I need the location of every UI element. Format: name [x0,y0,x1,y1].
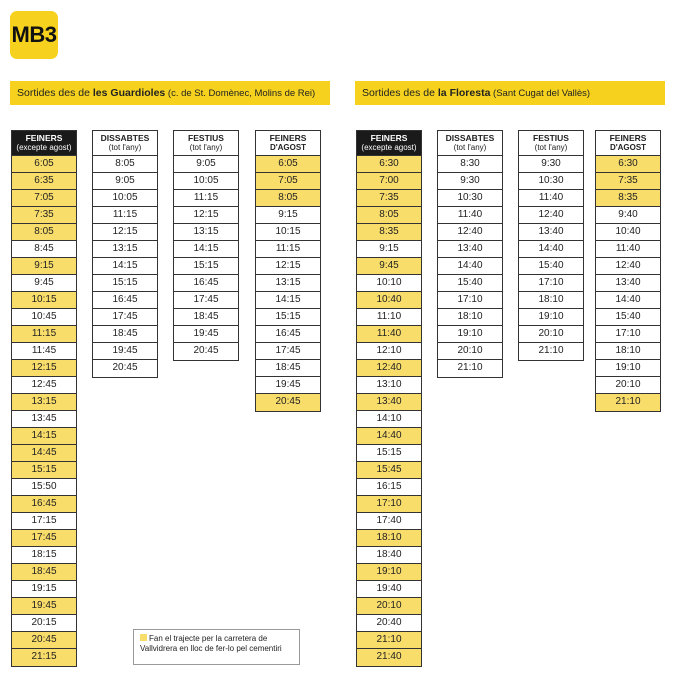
departure-time: 14:10 [357,411,421,428]
departure-time: 21:15 [12,649,76,666]
legend [133,629,300,665]
departure-time: 19:45 [256,377,320,394]
column-title: FEINERS [609,133,647,143]
departure-time: 9:30 [519,156,583,173]
departure-time: 8:35 [357,224,421,241]
departure-time: 12:15 [174,207,238,224]
departure-time: 13:40 [519,224,583,241]
departure-time: 18:45 [174,309,238,326]
legend-text-line1: Fan el trajecte per la carretera de [149,634,268,643]
departure-time: 17:45 [256,343,320,360]
column-subtitle: (tot l'any) [453,143,487,152]
departure-time: 17:45 [93,309,157,326]
departure-time: 13:40 [438,241,502,258]
departure-time: 6:05 [12,156,76,173]
departure-time: 15:50 [12,479,76,496]
departure-time: 20:45 [256,394,320,411]
departure-time: 18:10 [357,530,421,547]
section-header-prefix: Sortides des de [362,87,438,99]
departure-time: 21:10 [357,632,421,649]
column-header [519,131,583,156]
departure-time: 20:45 [193,345,219,356]
departure-time: 10:10 [357,275,421,292]
schedule-column-guardioles-festius [173,130,239,361]
departure-time: 14:40 [519,241,583,258]
column-title: DISSABTES [445,133,495,143]
departure-time: 21:10 [457,362,483,373]
departure-time: 10:40 [596,224,660,241]
departure-time: 9:15 [357,241,421,258]
departure-time: 13:45 [12,411,76,428]
departure-time: 6:35 [12,173,76,190]
departure-time: 13:15 [12,394,76,411]
schedule-column-guardioles-dissabtes [92,130,158,378]
departure-time: 19:45 [12,598,76,615]
departure-time: 14:40 [357,428,421,445]
departure-time: 17:10 [438,292,502,309]
departure-time: 11:40 [357,326,421,343]
departure-time: 20:15 [12,615,76,632]
departure-time: 12:10 [357,343,421,360]
departure-time: 18:45 [12,564,76,581]
column-title: FESTIUS [533,133,569,143]
departure-time: 14:15 [256,292,320,309]
departure-time: 12:40 [519,207,583,224]
departure-time: 7:35 [357,190,421,207]
departure-time: 7:35 [596,173,660,190]
departure-time: 9:45 [12,275,76,292]
departure-time: 16:45 [174,275,238,292]
departure-time: 9:40 [596,207,660,224]
departure-time: 13:10 [357,377,421,394]
departure-time: 20:45 [112,362,138,373]
departure-time: 13:40 [596,275,660,292]
column-title: FESTIUS [188,133,224,143]
schedule-column-floresta-festius [518,130,584,361]
departure-time: 9:05 [93,173,157,190]
departure-time: 17:10 [519,275,583,292]
departure-time: 17:10 [357,496,421,513]
legend-text-line2: Vallvidrera en lloc de fer-lo pel cementiri [140,644,282,653]
column-header [438,131,502,156]
departure-time: 12:15 [256,258,320,275]
departure-time: 15:15 [93,275,157,292]
departure-time: 21:40 [357,649,421,666]
departure-time: 20:10 [357,598,421,615]
section-header-detail: (Sant Cugat del Vallès) [490,88,591,99]
departure-time: 18:10 [596,343,660,360]
column-header [93,131,157,156]
legend-swatch [140,634,147,641]
column-header [174,131,238,156]
departure-time: 15:15 [357,445,421,462]
departure-time: 10:05 [174,173,238,190]
column-subtitle: D'AGOST [609,143,647,152]
departure-time: 10:30 [438,190,502,207]
schedule-column-floresta-dissabtes [437,130,503,378]
departure-time: 18:40 [357,547,421,564]
column-subtitle: D'AGOST [269,143,307,152]
departure-time: 6:30 [357,156,421,173]
column-subtitle: (excepte agost) [361,143,417,152]
departure-time: 14:15 [12,428,76,445]
departure-time: 19:45 [93,343,157,360]
departure-time: 6:30 [596,156,660,173]
section-header-detail: (c. de St. Domènec, Molins de Rei) [165,88,316,99]
departure-time: 12:15 [12,360,76,377]
departure-time: 14:40 [596,292,660,309]
departure-time: 7:05 [12,190,76,207]
departure-time: 20:10 [519,326,583,343]
departure-time: 11:15 [174,190,238,207]
departure-time: 18:45 [93,326,157,343]
departure-time: 11:45 [12,343,76,360]
departure-time: 20:40 [357,615,421,632]
departure-time: 15:45 [357,462,421,479]
departure-time: 12:40 [596,258,660,275]
departure-time: 7:35 [12,207,76,224]
departure-time: 11:15 [93,207,157,224]
section-header-floresta [355,81,665,105]
column-title: FEINERS [370,133,408,143]
column-title: FEINERS [25,133,63,143]
departure-time: 19:10 [438,326,502,343]
departure-time: 10:30 [519,173,583,190]
departure-time: 10:05 [93,190,157,207]
departure-time: 17:45 [12,530,76,547]
departure-time: 16:45 [256,326,320,343]
section-header-place: la Floresta [437,87,491,99]
departure-time: 16:45 [12,496,76,513]
section-header-place: les Guardioles [92,87,166,99]
departure-time: 10:40 [357,292,421,309]
departure-time: 11:40 [596,241,660,258]
departure-time: 15:40 [519,258,583,275]
departure-time: 15:15 [174,258,238,275]
column-subtitle: (excepte agost) [16,143,72,152]
column-header [12,131,76,156]
departure-time: 10:45 [12,309,76,326]
departure-time: 12:45 [12,377,76,394]
departure-time: 18:45 [256,360,320,377]
departure-time: 12:40 [357,360,421,377]
departure-time: 11:40 [519,190,583,207]
departure-time: 8:45 [12,241,76,258]
departure-time: 17:15 [12,513,76,530]
departure-time: 14:15 [174,241,238,258]
departure-time: 13:15 [174,224,238,241]
departure-time: 18:15 [12,547,76,564]
column-header [256,131,320,156]
departure-time: 20:10 [438,343,502,360]
departure-time: 21:10 [596,394,660,411]
departure-time: 21:10 [538,345,564,356]
departure-time: 8:30 [438,156,502,173]
departure-time: 8:05 [357,207,421,224]
departure-time: 20:10 [596,377,660,394]
schedule-column-guardioles-feiners [11,130,77,667]
departure-time: 15:40 [438,275,502,292]
departure-time: 19:10 [357,564,421,581]
column-subtitle: (tot l'any) [189,143,223,152]
departure-time: 17:45 [174,292,238,309]
column-subtitle: (tot l'any) [534,143,568,152]
departure-time: 13:15 [256,275,320,292]
departure-time: 13:40 [357,394,421,411]
departure-time: 19:10 [596,360,660,377]
departure-time: 19:15 [12,581,76,598]
departure-time: 18:10 [438,309,502,326]
departure-time: 16:45 [93,292,157,309]
column-header [596,131,660,156]
departure-time: 19:40 [357,581,421,598]
column-subtitle: (tot l'any) [108,143,142,152]
departure-time: 19:10 [519,309,583,326]
departure-time: 20:45 [12,632,76,649]
departure-time: 11:15 [256,241,320,258]
departure-time: 8:05 [12,224,76,241]
section-header-guardioles [10,81,330,105]
departure-time: 15:15 [12,462,76,479]
departure-time: 17:10 [596,326,660,343]
departure-time: 9:45 [357,258,421,275]
departure-time: 9:15 [256,207,320,224]
departure-time: 7:00 [357,173,421,190]
departure-time: 15:15 [256,309,320,326]
column-header [357,131,421,156]
departure-time: 14:45 [12,445,76,462]
column-title: FEINERS [269,133,307,143]
departure-time: 10:15 [256,224,320,241]
departure-time: 15:40 [596,309,660,326]
departure-time: 17:40 [357,513,421,530]
departure-time: 11:10 [357,309,421,326]
departure-time: 8:05 [256,190,320,207]
departure-time: 11:40 [438,207,502,224]
line-badge: MB3 [10,11,58,59]
column-title: DISSABTES [100,133,150,143]
departure-time: 12:40 [438,224,502,241]
departure-time: 9:30 [438,173,502,190]
schedule-column-floresta-feiners-agost [595,130,661,412]
section-header-prefix: Sortides des de [17,87,93,99]
departure-time: 13:15 [93,241,157,258]
departure-time: 18:10 [519,292,583,309]
departure-time: 14:15 [93,258,157,275]
departure-time: 14:40 [438,258,502,275]
departure-time: 8:05 [93,156,157,173]
departure-time: 9:15 [12,258,76,275]
schedule-column-floresta-feiners [356,130,422,667]
departure-time: 6:05 [256,156,320,173]
departure-time: 7:05 [256,173,320,190]
departure-time: 16:15 [357,479,421,496]
departure-time: 12:15 [93,224,157,241]
departure-time: 9:05 [174,156,238,173]
departure-time: 11:15 [12,326,76,343]
departure-time: 10:15 [12,292,76,309]
schedule-column-guardioles-feiners-agost [255,130,321,412]
departure-time: 19:45 [174,326,238,343]
departure-time: 8:35 [596,190,660,207]
